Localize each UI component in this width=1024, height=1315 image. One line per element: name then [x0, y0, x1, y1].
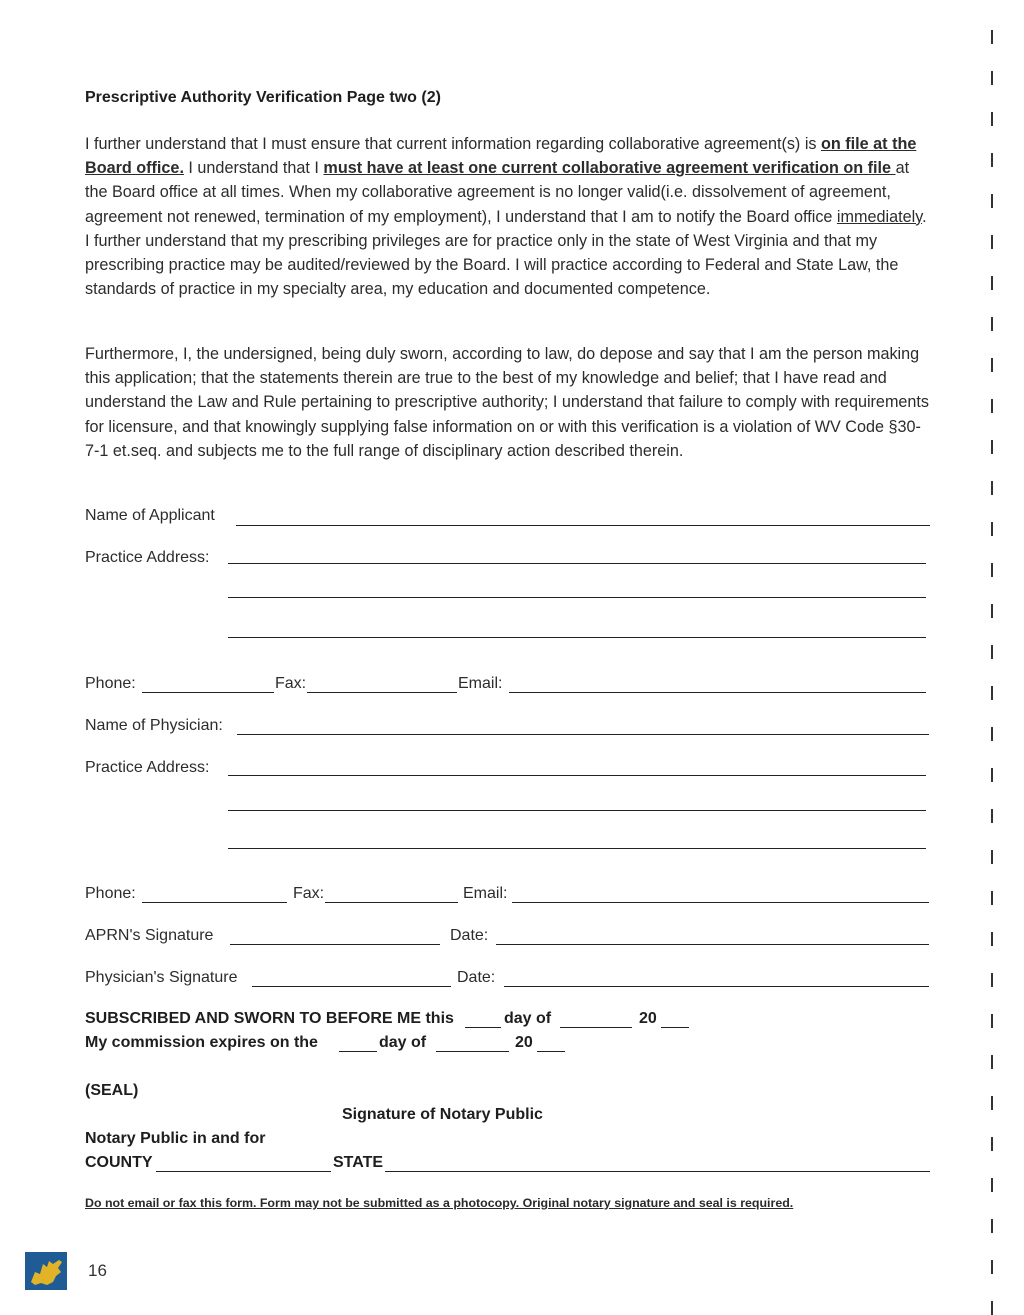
emphasis-immediately: immediately	[836, 207, 923, 226]
edge-tick	[991, 30, 993, 44]
edge-tick	[991, 686, 993, 700]
physician-name-line[interactable]	[237, 734, 929, 735]
physician-fax-line[interactable]	[325, 902, 458, 903]
commission-year-line[interactable]	[537, 1051, 565, 1052]
edge-tick	[991, 276, 993, 290]
aprn-signature-label: APRN's Signature	[85, 927, 214, 944]
edge-tick	[991, 932, 993, 946]
commission-day-line[interactable]	[339, 1051, 377, 1052]
applicant-email-label: Email:	[458, 675, 503, 692]
applicant-phone-line[interactable]	[142, 692, 274, 693]
edge-tick	[991, 1055, 993, 1069]
edge-tick	[991, 194, 993, 208]
page-number: 16	[88, 1261, 107, 1280]
applicant-address-line-1[interactable]	[228, 563, 926, 564]
physician-fax-label: Fax:	[293, 885, 325, 902]
applicant-name-line[interactable]	[236, 525, 930, 526]
physician-address-line-2[interactable]	[228, 810, 926, 811]
physician-address-line-1[interactable]	[228, 775, 926, 776]
applicant-address-label: Practice Address:	[85, 549, 210, 566]
physician-signature-line[interactable]	[252, 986, 451, 987]
physician-address-line-3[interactable]	[228, 848, 926, 849]
county-line[interactable]	[156, 1171, 331, 1172]
edge-tick	[991, 71, 993, 85]
edge-tick	[991, 481, 993, 495]
edge-tick	[991, 1178, 993, 1192]
physician-date-line[interactable]	[504, 986, 929, 987]
edge-tick	[991, 1014, 993, 1028]
seal-label: (SEAL)	[85, 1082, 139, 1099]
page-title: Prescriptive Authority Verification Page two (2)	[85, 89, 441, 106]
physician-phone-label: Phone:	[85, 885, 136, 902]
physician-date-label: Date:	[457, 969, 496, 986]
edge-tick	[991, 522, 993, 536]
edge-tick	[991, 1260, 993, 1274]
aprn-date-label: Date:	[450, 927, 489, 944]
state-line[interactable]	[385, 1171, 930, 1172]
edge-tick	[991, 809, 993, 823]
aprn-date-line[interactable]	[496, 944, 929, 945]
applicant-email-line[interactable]	[509, 692, 926, 693]
edge-tick	[991, 727, 993, 741]
applicant-address-line-3[interactable]	[228, 637, 926, 638]
agreement-paragraph: I further understand that I must ensure that current information regarding collaborative agreement(s) is on file at the Board office. I understand that I must have at least one current collaborative agreement verification on file at the Board office at all times. When my collaborative agreement is no longer valid(i.e. dissolvement of agreement, agreement not renewed, termination of my employment), I understand that I am to notify the Board office immediately. I further understand that my prescribing privileges are for practice only in the state of West Virginia and that my prescribing practice may be audited/reviewed by the Board. I will practice according to Federal and State Law, the standards of practice in my specialty area, my education and documented competence.	[85, 135, 927, 299]
edge-tick	[991, 440, 993, 454]
physician-address-label: Practice Address:	[85, 759, 210, 776]
edge-tick	[991, 112, 993, 126]
oath-paragraph: Furthermore, I, the undersigned, being duly sworn, according to law, do depose and say that I am the person making this application; that the statements therein are true to the best of my knowledge and belief; that I have read and understand the Law and Rule pertaining to prescriptive authority; I understand that failure to comply with requirements for licensure, and that knowingly supplying false information on or with this verification is a violation of WV Code §30-7-1 et.seq. and subjects me to the full range of disciplinary action described therein.	[85, 345, 930, 460]
edge-tick	[991, 235, 993, 249]
applicant-phone-label: Phone:	[85, 675, 136, 692]
emphasis-collaborative-agreement: must have at least one current collaborative agreement verification on file	[323, 159, 896, 178]
edge-tick	[991, 358, 993, 372]
edge-tick	[991, 317, 993, 331]
state-label: STATE	[333, 1154, 384, 1171]
edge-tick	[991, 153, 993, 167]
submission-notice: Do not email or fax this form. Form may not be submitted as a photocopy. Original notary signature and seal is required.	[85, 1196, 794, 1210]
emphasis-board-office: on file at the Board office.	[85, 135, 917, 178]
physician-name-label: Name of Physician:	[85, 717, 223, 734]
applicant-fax-label: Fax:	[275, 675, 307, 692]
applicant-address-line-2[interactable]	[228, 597, 926, 598]
physician-phone-line[interactable]	[142, 902, 287, 903]
edge-tick	[991, 563, 993, 577]
commission-text: My commission expires on the	[85, 1034, 318, 1051]
edge-tick	[991, 768, 993, 782]
edge-tick	[991, 1219, 993, 1233]
sworn-month-line[interactable]	[560, 1027, 632, 1028]
edge-tick	[991, 850, 993, 864]
commission-day-of: day of	[379, 1034, 427, 1051]
west-virginia-logo-icon	[25, 1252, 67, 1290]
sworn-text: SUBSCRIBED AND SWORN TO BEFORE ME this	[85, 1010, 454, 1027]
edge-tick	[991, 645, 993, 659]
physician-signature-label: Physician's Signature	[85, 969, 238, 986]
edge-tick	[991, 1096, 993, 1110]
commission-year-prefix: 20	[515, 1034, 533, 1051]
edge-tick	[991, 1137, 993, 1151]
physician-email-label: Email:	[463, 885, 508, 902]
sworn-year-prefix: 20	[639, 1010, 657, 1027]
physician-email-line[interactable]	[512, 902, 929, 903]
county-label: COUNTY	[85, 1154, 153, 1171]
sworn-day-of: day of	[504, 1010, 552, 1027]
commission-month-line[interactable]	[436, 1051, 509, 1052]
edge-tick	[991, 973, 993, 987]
applicant-fax-line[interactable]	[307, 692, 457, 693]
edge-tick	[991, 1301, 993, 1315]
edge-tick	[991, 604, 993, 618]
sworn-day-line[interactable]	[465, 1027, 501, 1028]
edge-tick	[991, 891, 993, 905]
notary-signature-label: Signature of Notary Public	[342, 1106, 543, 1123]
applicant-name-label: Name of Applicant	[85, 507, 215, 524]
aprn-signature-line[interactable]	[230, 944, 440, 945]
sworn-year-line[interactable]	[661, 1027, 689, 1028]
notary-for-label: Notary Public in and for	[85, 1130, 266, 1147]
edge-tick	[991, 399, 993, 413]
